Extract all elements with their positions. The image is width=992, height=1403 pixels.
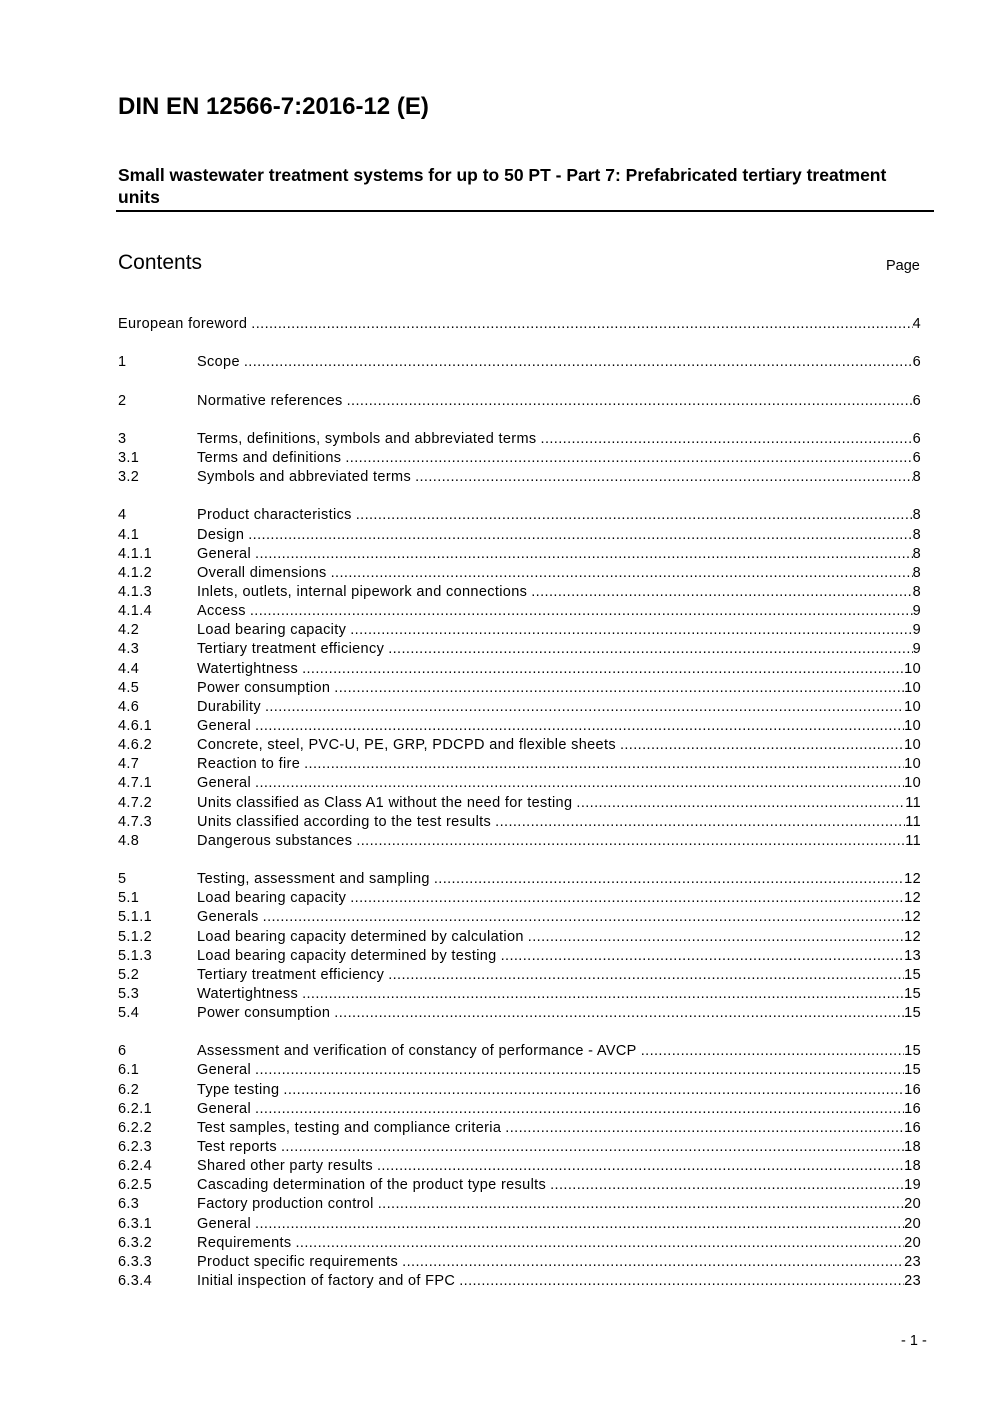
- toc-entry-number: 6: [118, 1043, 127, 1060]
- toc-entry-title: European foreword: [118, 316, 248, 332]
- toc-entry[interactable]: [118, 565, 921, 584]
- toc-entry-number: 4.7.2: [118, 794, 152, 811]
- toc-entry[interactable]: [118, 833, 921, 852]
- toc-entry-page: 12: [904, 928, 921, 945]
- toc-dot-leader: [378, 1196, 904, 1212]
- toc-entry-page: 6: [912, 354, 921, 371]
- toc-entry-title: Terms, definitions, symbols and abbreviated terms: [197, 430, 537, 447]
- toc-entry[interactable]: [118, 890, 921, 909]
- toc-entry-number: 6.2.2: [118, 1119, 152, 1136]
- toc-entry-title: Symbols and abbreviated terms: [197, 469, 412, 486]
- toc-entry-number: 4.1.1: [118, 545, 152, 562]
- toc-entry[interactable]: [118, 316, 921, 335]
- toc-entry-number: 6.2.5: [118, 1177, 152, 1194]
- toc-entry[interactable]: [118, 1101, 921, 1120]
- toc-entry[interactable]: [118, 795, 921, 814]
- toc-entry-title: Terms and definitions: [197, 449, 342, 466]
- toc-entry[interactable]: [118, 450, 921, 469]
- toc-dot-leader: [541, 431, 913, 447]
- toc-entry-title: Tertiary treatment efficiency: [197, 966, 385, 983]
- toc-entry[interactable]: [118, 1120, 921, 1139]
- toc-entry-page: 9: [912, 603, 921, 620]
- toc-entry-title: Load bearing capacity determined by testing: [197, 947, 497, 964]
- toc-entry-title: Overall dimensions: [197, 564, 327, 581]
- toc-entry-title: Durability: [197, 698, 261, 715]
- toc-entry-title: Load bearing capacity: [197, 890, 347, 907]
- toc-entry-page: 18: [904, 1158, 921, 1175]
- toc-dot-leader: [281, 1139, 904, 1155]
- toc-entry[interactable]: [118, 1235, 921, 1254]
- toc-entry-number: 6.3: [118, 1196, 140, 1213]
- toc-dot-leader: [550, 1177, 904, 1193]
- toc-entry[interactable]: [118, 1005, 921, 1024]
- toc-dot-leader: [263, 909, 905, 925]
- toc-dot-leader: [251, 316, 912, 332]
- toc-entry[interactable]: [118, 354, 921, 373]
- toc-entry-page: 20: [904, 1196, 921, 1213]
- toc-entry[interactable]: [118, 909, 921, 928]
- toc-entry-page: 23: [904, 1273, 921, 1290]
- toc-entry-page: 23: [904, 1253, 921, 1270]
- toc-entry[interactable]: [118, 718, 921, 737]
- toc-entry[interactable]: [118, 641, 921, 660]
- toc-entry-number: 6.3.3: [118, 1253, 152, 1270]
- toc-entry-title: Watertightness: [197, 985, 299, 1002]
- toc-dot-leader: [347, 393, 913, 409]
- toc-entry-number: 1: [118, 354, 127, 371]
- toc-entry-page: 10: [904, 660, 921, 677]
- toc-entry-number: 4.5: [118, 679, 140, 696]
- toc-entry-title: Cascading determination of the product type results: [197, 1177, 547, 1194]
- toc-entry-number: 5.4: [118, 1005, 140, 1022]
- toc-entry-number: 6.1: [118, 1062, 140, 1079]
- toc-dot-leader: [377, 1158, 904, 1174]
- toc-entry[interactable]: [118, 622, 921, 641]
- toc-entry[interactable]: [118, 507, 921, 526]
- toc-entry-page: 16: [904, 1119, 921, 1136]
- toc-entry-title: Dangerous substances: [197, 832, 353, 849]
- toc-entry[interactable]: [118, 929, 921, 948]
- toc-entry-title: Tertiary treatment efficiency: [197, 641, 385, 658]
- toc-entry[interactable]: [118, 1216, 921, 1235]
- toc-dot-leader: [641, 1043, 904, 1059]
- toc-dot-leader: [255, 1216, 904, 1232]
- toc-entry[interactable]: [118, 756, 921, 775]
- toc-entry-page: 15: [904, 985, 921, 1002]
- table-of-contents: [118, 316, 921, 1292]
- toc-entry-page: 8: [912, 583, 921, 600]
- toc-entry-title: Load bearing capacity: [197, 622, 347, 639]
- toc-entry-title: Watertightness: [197, 660, 299, 677]
- toc-dot-leader: [265, 699, 904, 715]
- toc-entry[interactable]: [118, 967, 921, 986]
- toc-dot-leader: [255, 1101, 904, 1117]
- toc-entry-page: 12: [904, 909, 921, 926]
- toc-entry-title: Factory production control: [197, 1196, 374, 1213]
- toc-entry-number: 4.2: [118, 622, 140, 639]
- toc-entry-number: 5.1.3: [118, 947, 152, 964]
- toc-dot-leader: [350, 622, 912, 638]
- toc-entry[interactable]: [118, 814, 921, 833]
- toc-dot-leader: [334, 1005, 904, 1021]
- toc-entry[interactable]: [118, 1158, 921, 1177]
- toc-dot-leader: [304, 756, 904, 772]
- toc-entry-page: 15: [904, 1005, 921, 1022]
- toc-entry-title: Product characteristics: [197, 507, 352, 524]
- toc-entry-page: 8: [912, 507, 921, 524]
- toc-entry-number: 4.8: [118, 832, 140, 849]
- toc-entry-title: Testing, assessment and sampling: [197, 871, 430, 888]
- toc-entry-page: 8: [912, 469, 921, 486]
- toc-entry-number: 6.3.1: [118, 1215, 152, 1232]
- toc-entry[interactable]: [118, 871, 921, 890]
- toc-entry-title: Normative references: [197, 392, 343, 409]
- toc-entry[interactable]: [118, 1082, 921, 1101]
- toc-dot-leader: [255, 1062, 904, 1078]
- toc-entry[interactable]: [118, 737, 921, 756]
- toc-entry-page: 16: [904, 1100, 921, 1117]
- toc-entry[interactable]: [118, 393, 921, 412]
- toc-entry-title: Inlets, outlets, internal pipework and connections: [197, 583, 528, 600]
- toc-entry[interactable]: [118, 431, 921, 450]
- toc-entry[interactable]: [118, 469, 921, 488]
- toc-entry-number: 4.6: [118, 698, 140, 715]
- toc-dot-leader: [255, 718, 904, 734]
- toc-entry-number: 6.2: [118, 1081, 140, 1098]
- toc-entry-number: 4.1.2: [118, 564, 152, 581]
- toc-dot-leader: [620, 737, 904, 753]
- toc-entry-page: 16: [904, 1081, 921, 1098]
- toc-entry-number: 5.1.1: [118, 909, 152, 926]
- toc-entry-number: 2: [118, 392, 127, 409]
- toc-entry-number: 5.3: [118, 985, 140, 1002]
- toc-dot-leader: [250, 603, 913, 619]
- toc-entry-title: Generals: [197, 909, 259, 926]
- toc-entry-number: 6.2.3: [118, 1139, 152, 1156]
- toc-entry-title: General: [197, 545, 252, 562]
- toc-entry-title: General: [197, 717, 252, 734]
- toc-entry-number: 6.2.4: [118, 1158, 152, 1175]
- toc-entry-title: Design: [197, 526, 245, 543]
- toc-dot-leader: [244, 354, 913, 370]
- toc-dot-leader: [345, 450, 912, 466]
- toc-entry-page: 19: [904, 1177, 921, 1194]
- toc-entry-number: 5.1: [118, 890, 140, 907]
- toc-entry[interactable]: [118, 1273, 921, 1292]
- toc-entry-page: 20: [904, 1234, 921, 1251]
- toc-entry-page: 13: [904, 947, 921, 964]
- toc-entry-page: 10: [904, 775, 921, 792]
- toc-dot-leader: [528, 929, 904, 945]
- toc-entry-page: 8: [912, 564, 921, 581]
- toc-entry[interactable]: [118, 775, 921, 794]
- toc-dot-leader: [388, 967, 904, 983]
- toc-entry[interactable]: [118, 948, 921, 967]
- toc-entry-title: Power consumption: [197, 1005, 331, 1022]
- toc-dot-leader: [350, 890, 904, 906]
- toc-entry-page: 9: [912, 622, 921, 639]
- toc-dot-leader: [255, 546, 913, 562]
- toc-entry-page: 10: [904, 698, 921, 715]
- toc-entry-number: 3.1: [118, 449, 140, 466]
- toc-entry[interactable]: [118, 1043, 921, 1062]
- toc-entry-number: 4.1.4: [118, 603, 152, 620]
- document-title: DIN EN 12566-7:2016-12 (E): [118, 93, 429, 120]
- toc-entry[interactable]: [118, 1139, 921, 1158]
- toc-entry-page: 10: [904, 756, 921, 773]
- toc-entry[interactable]: [118, 1177, 921, 1196]
- toc-entry-page: 18: [904, 1139, 921, 1156]
- toc-entry[interactable]: [118, 1196, 921, 1215]
- toc-dot-leader: [295, 1235, 904, 1251]
- toc-entry-page: 6: [912, 449, 921, 466]
- toc-dot-leader: [495, 814, 905, 830]
- toc-entry[interactable]: [118, 1062, 921, 1081]
- toc-entry-page: 6: [912, 430, 921, 447]
- toc-dot-leader: [334, 680, 904, 696]
- toc-entry-page: 10: [904, 679, 921, 696]
- toc-entry-page: 8: [912, 526, 921, 543]
- toc-entry[interactable]: [118, 699, 921, 718]
- toc-entry-page: 12: [904, 871, 921, 888]
- toc-entry-title: Concrete, steel, PVC-U, PE, GRP, PDCPD and flexible sheets: [197, 737, 616, 754]
- toc-entry-page: 11: [905, 813, 921, 830]
- toc-entry-page: 8: [912, 545, 921, 562]
- toc-entry-page: 10: [904, 717, 921, 734]
- toc-entry-number: 3.2: [118, 469, 140, 486]
- toc-dot-leader: [248, 527, 912, 543]
- contents-heading: Contents: [118, 251, 203, 274]
- toc-dot-leader: [283, 1082, 904, 1098]
- toc-dot-leader: [388, 641, 912, 657]
- toc-entry-number: 4.4: [118, 660, 140, 677]
- toc-entry-page: 11: [905, 794, 921, 811]
- toc-entry-page: 15: [904, 1043, 921, 1060]
- toc-entry-number: 6.3.2: [118, 1234, 152, 1251]
- toc-entry-page: 4: [912, 316, 921, 332]
- toc-dot-leader: [501, 948, 905, 964]
- toc-dot-leader: [302, 986, 904, 1002]
- toc-entry[interactable]: [118, 1254, 921, 1273]
- toc-dot-leader: [356, 833, 905, 849]
- toc-entry-number: 5.2: [118, 966, 140, 983]
- page-column-label: Page: [886, 258, 920, 274]
- toc-entry[interactable]: [118, 584, 921, 603]
- toc-dot-leader: [356, 507, 913, 523]
- toc-entry-title: Load bearing capacity determined by calculation: [197, 928, 524, 945]
- toc-entry-title: Shared other party results: [197, 1158, 373, 1175]
- toc-entry-number: 4.6.2: [118, 737, 152, 754]
- toc-entry-title: Units classified according to the test results: [197, 813, 492, 830]
- toc-entry-title: General: [197, 1062, 252, 1079]
- toc-dot-leader: [531, 584, 912, 600]
- toc-dot-leader: [505, 1120, 904, 1136]
- toc-entry-title: Initial inspection of factory and of FPC: [197, 1273, 456, 1290]
- toc-entry-number: 5.1.2: [118, 928, 152, 945]
- page-number: - 1 -: [901, 1333, 927, 1349]
- toc-entry[interactable]: [118, 527, 921, 546]
- toc-entry-number: 4.7.1: [118, 775, 152, 792]
- toc-entry-title: General: [197, 775, 252, 792]
- toc-entry-number: 4: [118, 507, 127, 524]
- toc-entry-number: 6.3.4: [118, 1273, 152, 1290]
- toc-entry-number: 4.1: [118, 526, 140, 543]
- toc-entry-title: Scope: [197, 354, 240, 371]
- toc-entry[interactable]: [118, 661, 921, 680]
- toc-entry-title: Access: [197, 603, 246, 620]
- toc-entry-number: 3: [118, 430, 127, 447]
- toc-entry[interactable]: [118, 680, 921, 699]
- toc-entry-title: Test reports: [197, 1139, 277, 1156]
- toc-entry-page: 9: [912, 641, 921, 658]
- toc-entry-page: 12: [904, 890, 921, 907]
- toc-entry-page: 10: [904, 737, 921, 754]
- toc-entry-number: 5: [118, 871, 127, 888]
- toc-dot-leader: [434, 871, 904, 887]
- toc-entry-title: Reaction to fire: [197, 756, 301, 773]
- toc-entry-number: 4.7: [118, 756, 140, 773]
- toc-entry-title: Requirements: [197, 1234, 292, 1251]
- toc-entry-number: 4.3: [118, 641, 140, 658]
- toc-dot-leader: [459, 1273, 904, 1289]
- toc-entry-number: 4.7.3: [118, 813, 152, 830]
- toc-entry-page: 15: [904, 1062, 921, 1079]
- toc-entry-title: Assessment and verification of constancy of performance - AVCP: [197, 1043, 637, 1060]
- toc-entry-number: 6.2.1: [118, 1100, 152, 1117]
- toc-dot-leader: [415, 469, 913, 485]
- toc-entry-number: 4.6.1: [118, 717, 152, 734]
- toc-entry-page: 6: [912, 392, 921, 409]
- toc-entry-title: Test samples, testing and compliance criteria: [197, 1119, 502, 1136]
- toc-entry-title: General: [197, 1215, 252, 1232]
- toc-dot-leader: [402, 1254, 904, 1270]
- toc-entry[interactable]: [118, 546, 921, 565]
- toc-entry-number: 4.1.3: [118, 583, 152, 600]
- toc-entry-title: Type testing: [197, 1081, 280, 1098]
- toc-entry-page: 20: [904, 1215, 921, 1232]
- toc-entry-page: 15: [904, 966, 921, 983]
- toc-dot-leader: [576, 795, 905, 811]
- toc-dot-leader: [302, 661, 904, 677]
- toc-dot-leader: [255, 775, 904, 791]
- toc-entry[interactable]: [118, 603, 921, 622]
- toc-entry-title: General: [197, 1100, 252, 1117]
- toc-entry-title: Power consumption: [197, 679, 331, 696]
- toc-entry-page: 11: [905, 832, 921, 849]
- toc-entry[interactable]: [118, 986, 921, 1005]
- toc-entry-title: Units classified as Class A1 without the need for testing: [197, 794, 573, 811]
- title-divider: [116, 210, 934, 212]
- toc-dot-leader: [331, 565, 913, 581]
- document-subtitle: Small wastewater treatment systems for up to 50 PT - Part 7: Prefabricated tertiary treatment units: [118, 165, 887, 207]
- toc-entry-title: Product specific requirements: [197, 1253, 399, 1270]
